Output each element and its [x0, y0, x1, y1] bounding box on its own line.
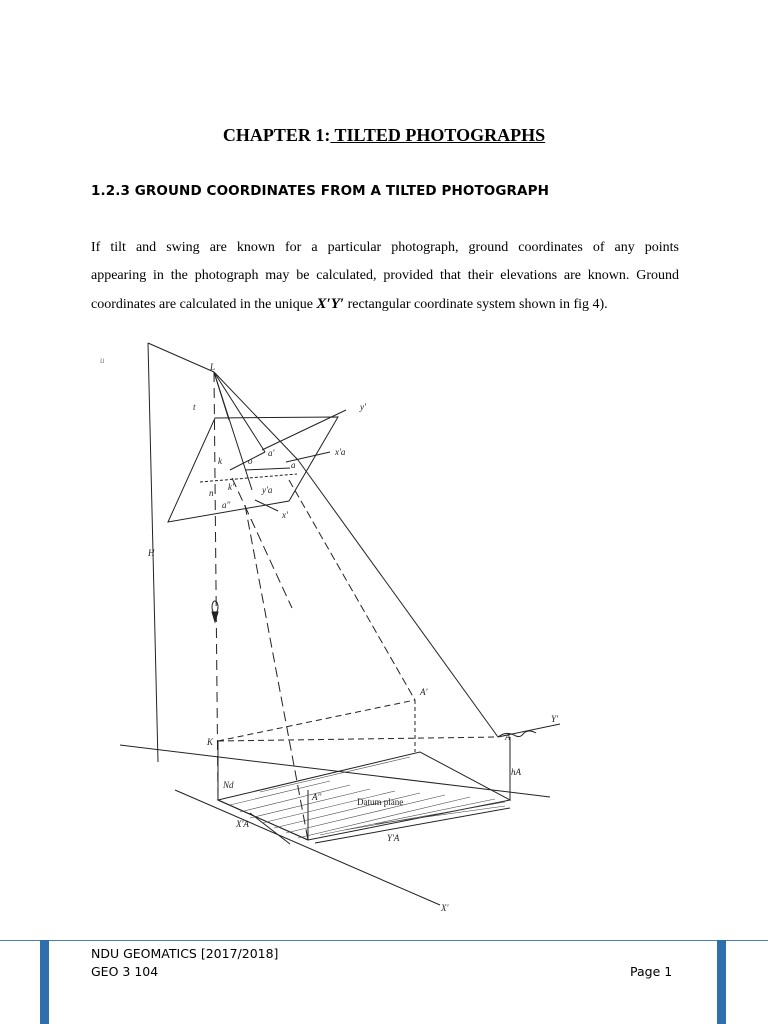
- top-line: [148, 343, 214, 372]
- chapter-name: TILTED PHOTOGRAPHS: [330, 125, 546, 145]
- footer-accent-left: [40, 940, 49, 1024]
- label-x: x': [282, 510, 288, 520]
- label-A-prime: A': [420, 687, 428, 697]
- label-n: n: [209, 488, 214, 498]
- label-H: H: [148, 548, 155, 558]
- body-paragraph: [91, 234, 679, 319]
- label-A-dprime: A'': [312, 792, 322, 802]
- label-L: L: [210, 362, 216, 372]
- label-t: t: [193, 402, 196, 412]
- label-XA: X'A: [236, 819, 249, 829]
- page-number: Page 1: [630, 964, 673, 979]
- footer-code: GEO 3 104: [91, 964, 159, 979]
- label-X: X': [441, 903, 449, 913]
- coordinate-system-symbol: X′Y′: [316, 296, 345, 312]
- footer-course: NDU GEOMATICS [2017/2018]: [91, 946, 279, 961]
- label-YA: Y'A: [387, 833, 400, 843]
- tilted-photo-figure: [90, 335, 670, 925]
- footer-accent-right: [717, 940, 726, 1024]
- plumb-bob-icon: [212, 601, 218, 613]
- paragraph-line: If tilt and swing are known for a particular photograph, ground coordinates of any points: [91, 240, 679, 255]
- label-A: A: [505, 732, 511, 742]
- label-hA: hA: [511, 767, 521, 777]
- paragraph-text: rectangular coordinate system shown in fig 4).: [344, 297, 608, 312]
- label-a: a: [291, 460, 296, 470]
- label-a-dprime: a'': [222, 500, 231, 510]
- label-Nd: Nd: [223, 780, 234, 790]
- label-xa: x'a: [335, 447, 346, 457]
- label-Y: Y': [551, 714, 558, 724]
- paragraph-line: appearing in the photograph may be calculated, provided that their elevations are known. Ground: [91, 268, 679, 283]
- label-o: o: [248, 456, 253, 466]
- chapter-title: [0, 125, 768, 146]
- label-k: k: [218, 456, 222, 466]
- section-heading: 1.2.3 GROUND COORDINATES FROM A TILTED PHOTOGRAPH: [91, 183, 549, 199]
- label-y: y': [360, 402, 366, 412]
- footer-rule: [0, 940, 768, 941]
- paragraph-text: coordinates are calculated in the unique: [91, 297, 317, 312]
- label-datum-plane: Datum plane: [357, 797, 404, 807]
- label-ya: y'a: [262, 485, 273, 495]
- label-K: K: [207, 737, 214, 747]
- label-a-prime: a': [268, 448, 275, 458]
- paragraph-line: [91, 290, 679, 319]
- chapter-prefix: CHAPTER 1:: [222, 125, 331, 145]
- label-k-prime: k': [228, 482, 234, 492]
- label-u: u: [100, 355, 105, 365]
